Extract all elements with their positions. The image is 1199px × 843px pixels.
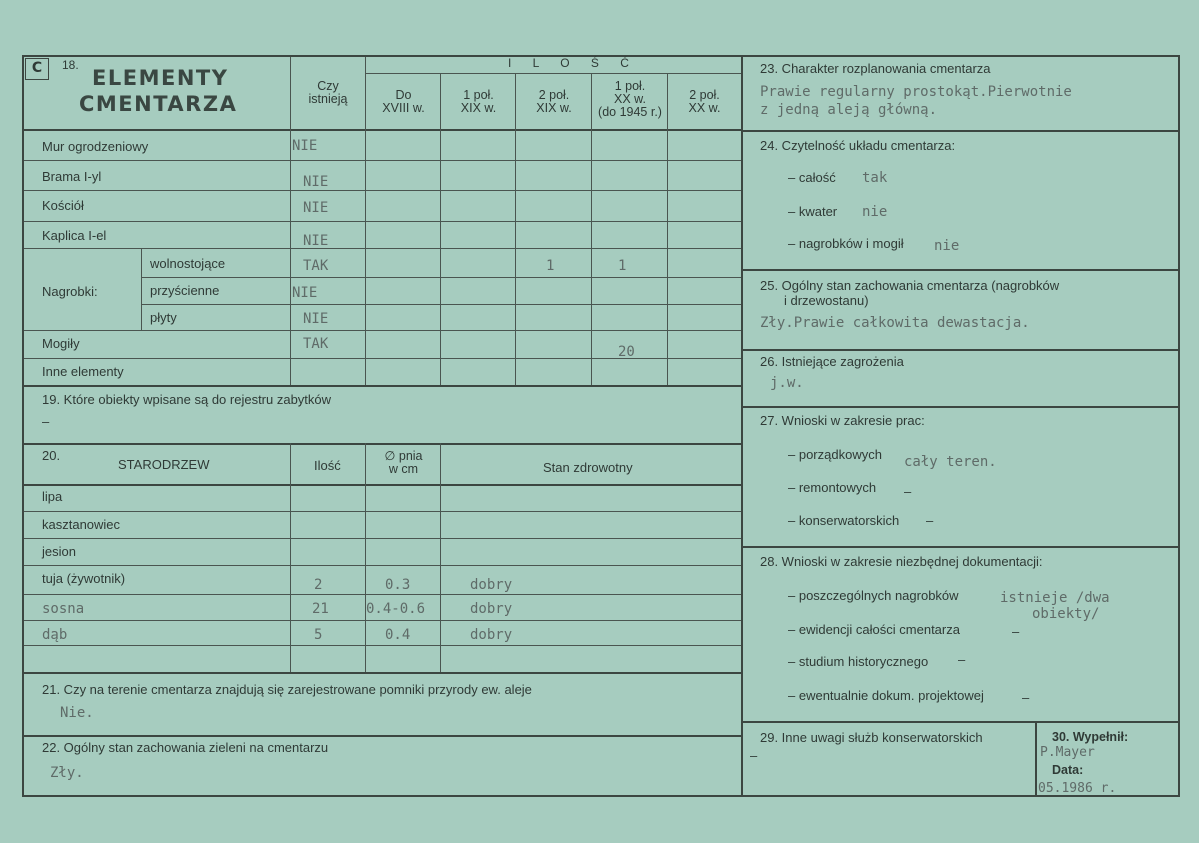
section23-value-line2: z jedną aleją główną. <box>760 102 938 118</box>
row-label-chapel: Kaplica I-el <box>42 228 107 243</box>
section28-item-tombs: – poszczególnych nagrobków <box>788 588 959 603</box>
section20-col-qty: Ilość <box>314 458 341 473</box>
row-label-graves: Mogiły <box>42 336 80 351</box>
section28-value-tombs-line1: istnieje /dwa <box>1000 590 1110 606</box>
tree-name-chestnut: kasztanowiec <box>42 517 121 532</box>
tree-qty-oak: 5 <box>314 627 323 643</box>
section19-label: 19. Które obiekty wpisane są do rejestru zabytków <box>42 392 332 407</box>
row-exists-wall: NIE <box>292 138 318 154</box>
row-exists-wallmounted: NIE <box>292 285 318 301</box>
section26-value: j.w. <box>770 375 804 391</box>
section28-value-records: – <box>1012 624 1020 639</box>
section20-title: STARODRZEW <box>118 457 210 472</box>
section24-item-graves: – nagrobków i mogił <box>788 236 904 251</box>
tree-diam-pine: 0.4-0.6 <box>366 601 426 617</box>
section27-value-conservation: – <box>926 513 934 528</box>
section24-item-quarters: – kwater <box>788 204 838 219</box>
col-period-3: 2 poł. XIX w. <box>536 88 572 115</box>
row-exists-church: NIE <box>303 200 329 216</box>
section24-value-graves: nie <box>934 238 960 254</box>
section30-name: P.Mayer <box>1040 745 1095 760</box>
col-period-2: 1 poł. XIX w. <box>460 88 497 115</box>
section28-item-history: – studium historycznego <box>788 654 929 669</box>
section24-value-quarters: nie <box>862 204 888 220</box>
row-label-freestanding: wolnostojące <box>150 256 226 271</box>
section18-bottom-line <box>24 385 742 387</box>
row-freestanding-period4: 1 <box>618 258 627 274</box>
row-label-wall: Mur ogrodzeniowy <box>42 139 149 154</box>
col-period-4: 1 poł. XX w. (do 1945 r.) <box>598 79 662 119</box>
section21-value: Nie. <box>60 705 94 721</box>
section25-label-line2: i drzewostanu) <box>784 293 869 308</box>
section20-number: 20. <box>42 448 61 463</box>
col-exists-header: Czy istnieją <box>308 79 348 106</box>
main-column-divider <box>741 56 743 797</box>
ilosc-divider <box>366 73 742 74</box>
section25-value: Zły.Prawie całkowita dewastacja. <box>760 315 1030 331</box>
tree-health-oak: dobry <box>470 627 513 643</box>
section26-label: 26. Istniejące zagrożenia <box>760 354 904 369</box>
section28-label: 28. Wnioski w zakresie niezbędnej dokumentacji: <box>760 554 1043 569</box>
section30-date-label: Data: <box>1052 763 1084 777</box>
tree-name-lime: lipa <box>42 489 63 504</box>
tree-qty-thuja: 2 <box>314 577 323 593</box>
section24-value-whole: tak <box>862 170 888 186</box>
row-label-church: Kościół <box>42 198 84 213</box>
ilosc-header: I L O Ś Ć <box>508 56 638 70</box>
row-label-slabs: płyty <box>150 310 177 325</box>
section18-header-line <box>24 129 742 131</box>
row-label-wallmounted: przyścienne <box>150 283 220 298</box>
row-label-other: Inne elementy <box>42 364 124 379</box>
section22-value: Zły. <box>50 765 84 781</box>
section27-item-repair: – remontowych <box>788 480 877 495</box>
section27-value-cleanup: cały teren. <box>904 454 997 470</box>
section27-label: 27. Wnioski w zakresie prac: <box>760 413 925 428</box>
col-period-5: 2 poł. XX w. <box>688 88 721 115</box>
tree-name-thuja: tuja (żywotnik) <box>42 571 126 586</box>
row-label-tombstones: Nagrobki: <box>42 284 98 299</box>
section23-label: 23. Charakter rozplanowania cmentarza <box>760 61 991 76</box>
section-letter-box: C <box>25 58 49 80</box>
tree-health-pine: dobry <box>470 601 513 617</box>
section25-label-line1: 25. Ogólny stan zachowania cmentarza (nagrobków <box>760 278 1060 293</box>
section29-label: 29. Inne uwagi służb konserwatorskich <box>760 730 983 745</box>
section28-item-design: – ewentualnie dokum. projektowej <box>788 688 984 703</box>
section19-value: – <box>42 414 50 429</box>
row-freestanding-period3: 1 <box>546 258 555 274</box>
section22-label: 22. Ogólny stan zachowania zieleni na cmentarzu <box>42 740 329 755</box>
tree-health-thuja: dobry <box>470 577 513 593</box>
row-label-gate: Brama I-yl <box>42 169 102 184</box>
tree-qty-pine: 21 <box>312 601 329 617</box>
section20-col-health: Stan zdrowotny <box>543 460 633 475</box>
section28-value-design: – <box>1022 690 1030 705</box>
row-exists-slabs: NIE <box>303 311 329 327</box>
section27-value-repair: – <box>904 484 912 499</box>
section18-title-line2: CMENTARZA <box>79 92 238 116</box>
row-graves-period4: 20 <box>618 344 635 360</box>
col-period-1: Do XVIII w. <box>382 88 425 115</box>
section28-item-records: – ewidencji całości cmentarza <box>788 622 960 637</box>
section28-value-tombs-line2: obiekty/ <box>1032 606 1100 622</box>
section29-value: – <box>750 748 758 763</box>
section27-item-conservation: – konserwatorskich <box>788 513 900 528</box>
tree-diam-oak: 0.4 <box>385 627 411 643</box>
section24-label: 24. Czytelność układu cmentarza: <box>760 138 956 153</box>
section24-item-whole: – całość <box>788 170 836 185</box>
row-exists-graves: TAK <box>303 336 329 352</box>
tree-name-pine: sosna <box>42 601 85 617</box>
section30-date: 05.1986 r. <box>1038 781 1117 796</box>
section20-col-diameter: ∅ pnia w cm <box>384 449 423 476</box>
section30-label: 30. Wypełnił: <box>1052 730 1129 744</box>
tree-name-oak: dąb <box>42 627 68 643</box>
section18-number: 18. <box>62 58 79 72</box>
row-exists-freestanding: TAK <box>303 258 329 274</box>
row-exists-chapel: NIE <box>303 233 329 249</box>
tree-name-ash: jesion <box>42 544 76 559</box>
section23-value-line1: Prawie regularny prostokąt.Pierwotnie <box>760 84 1072 100</box>
tree-diam-thuja: 0.3 <box>385 577 411 593</box>
row-exists-gate: NIE <box>303 174 329 190</box>
section27-item-cleanup: – porządkowych <box>788 447 882 462</box>
section21-label: 21. Czy na terenie cmentarza znajdują się zarejestrowane pomniki przyrody ew. aleje <box>42 682 532 697</box>
section18-title-line1: ELEMENTY <box>92 66 229 90</box>
section28-value-history: – <box>958 652 966 667</box>
